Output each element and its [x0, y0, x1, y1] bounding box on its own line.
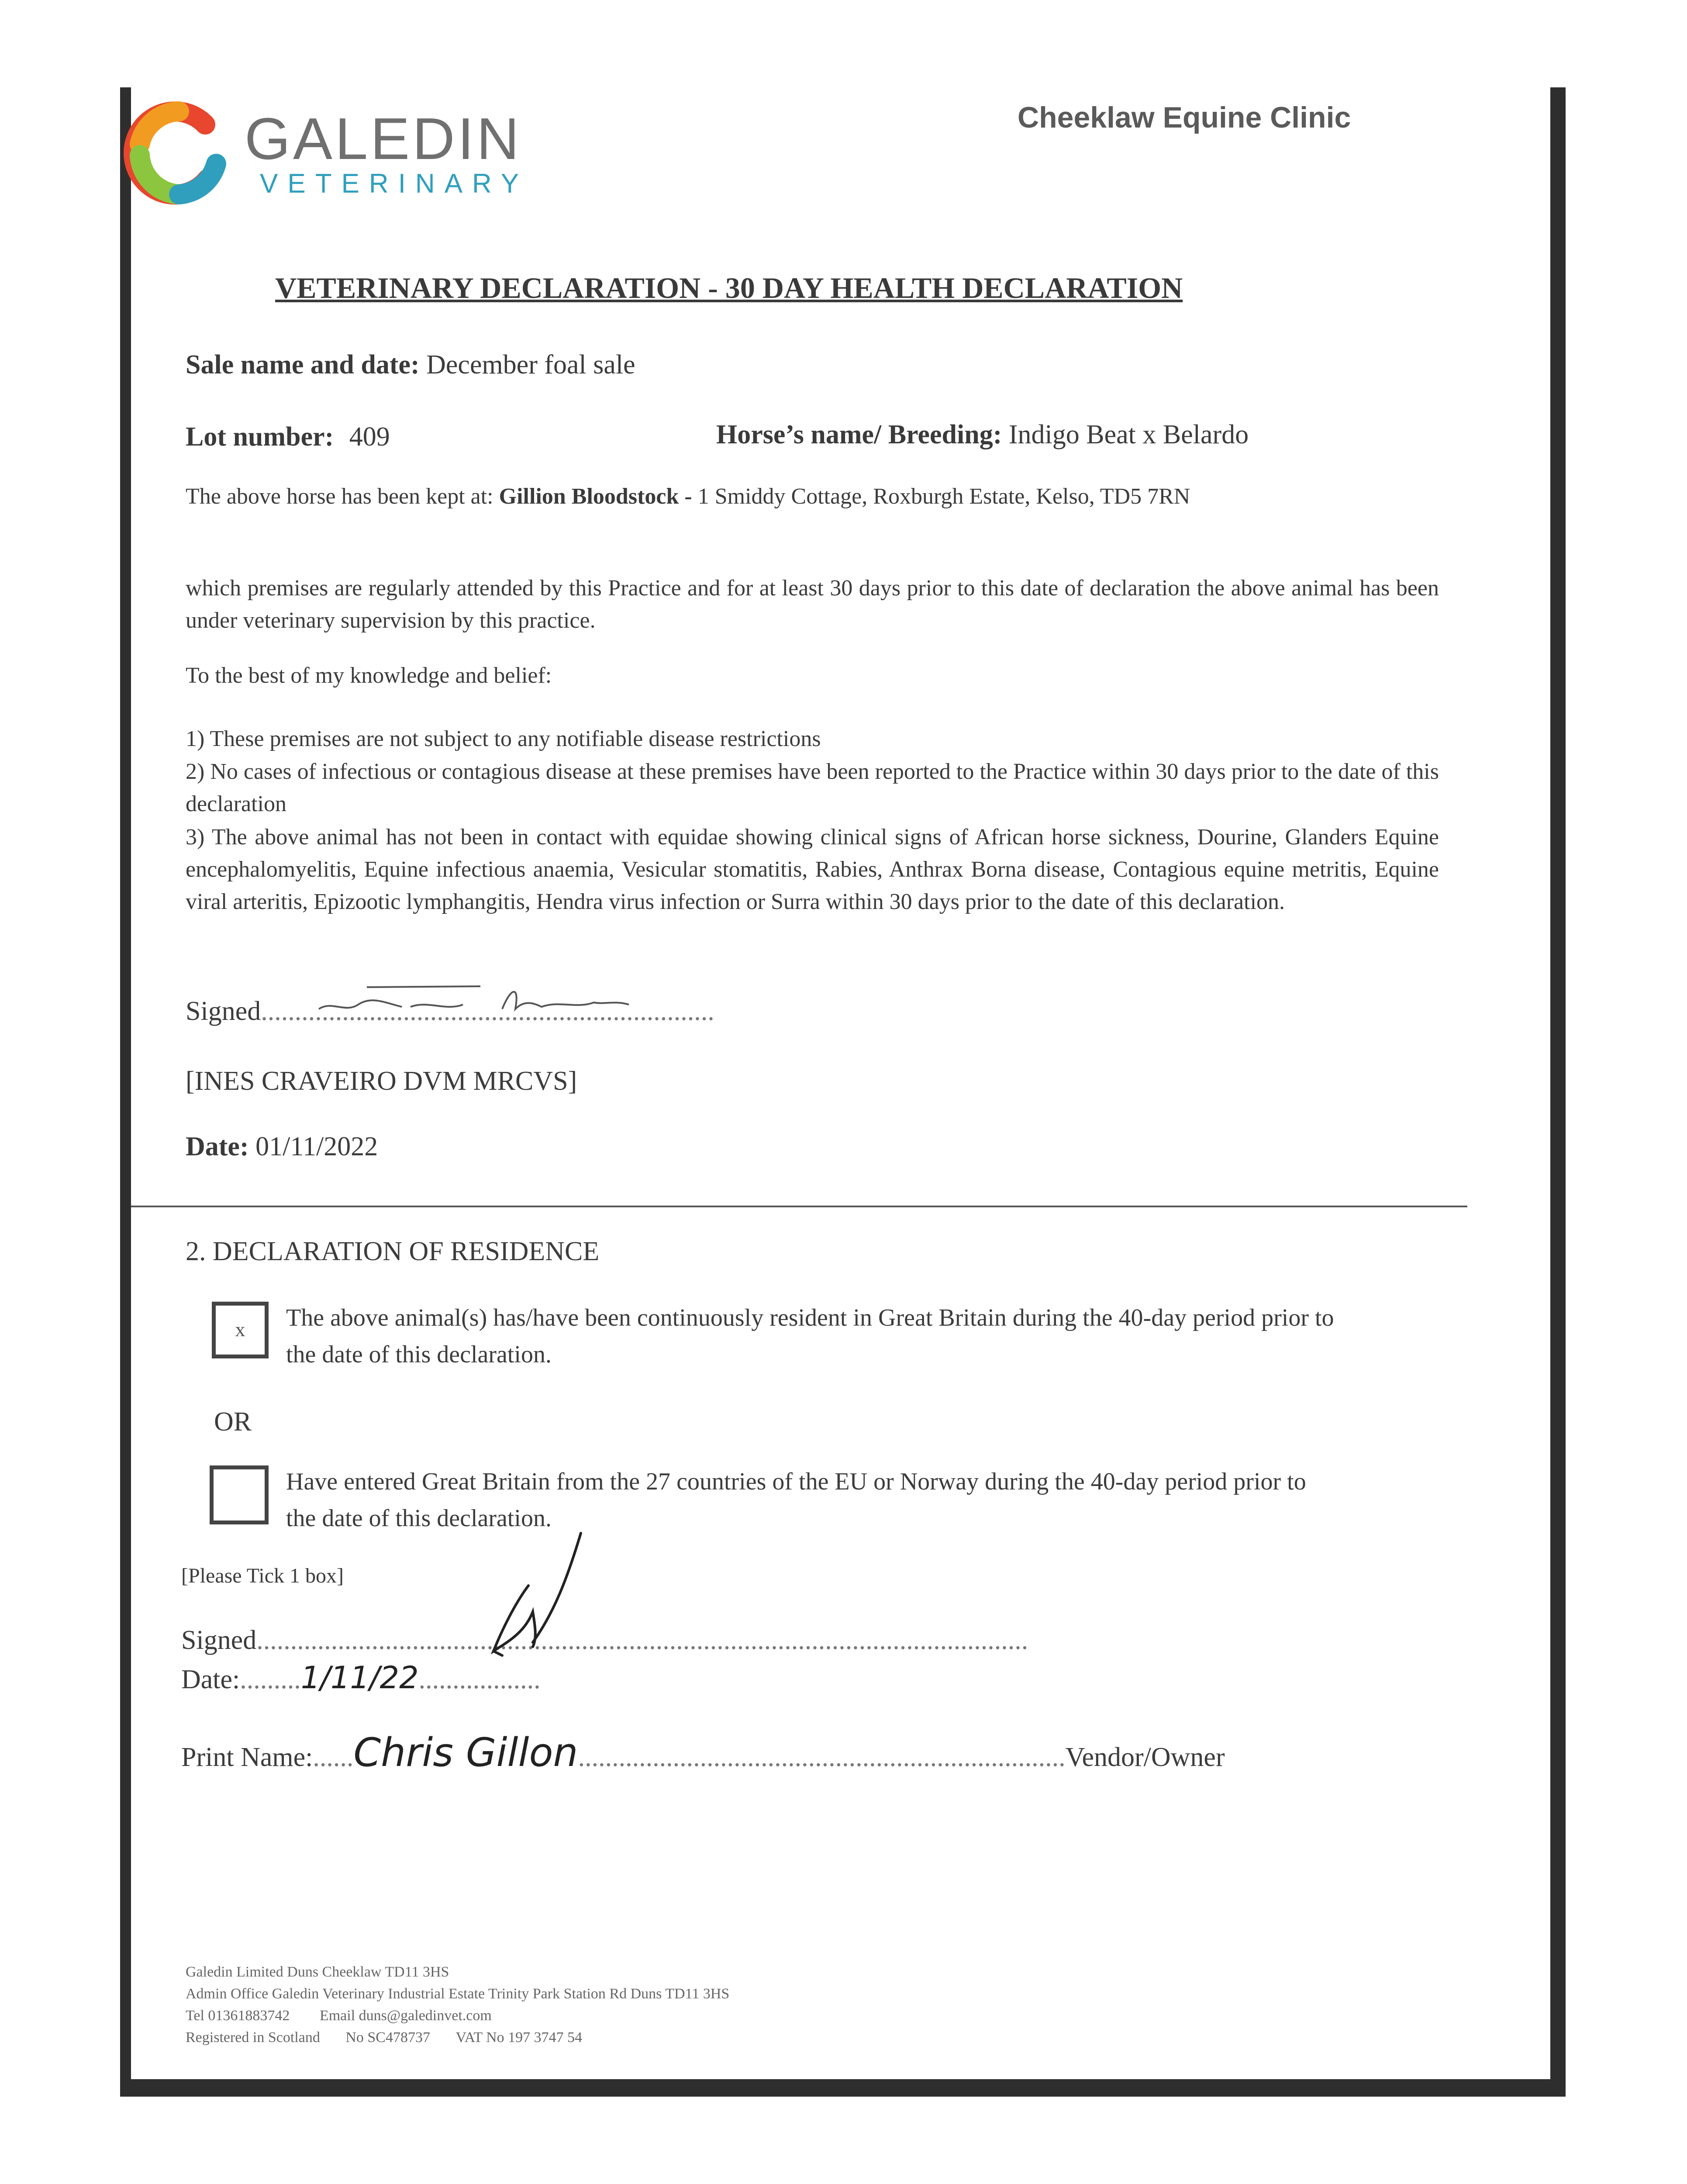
residence-option-1-checkbox[interactable]: x	[212, 1302, 269, 1358]
owner-print-row	[181, 1730, 1225, 1776]
owner-print-value: Chris Gillon	[353, 1730, 578, 1776]
footer-tel: Tel 01361883742	[186, 2008, 290, 2024]
condition-2: 2) No cases of infectious or contagious disease at these premises have been reported to the Practice within 30 days prior to the date of this declaration	[186, 759, 1439, 816]
owner-date-dots-right: ..................	[418, 1665, 541, 1694]
vet-signed-label: Signed	[186, 996, 261, 1026]
sale-row	[186, 349, 635, 380]
section-divider	[131, 1206, 1467, 1207]
owner-date-row	[181, 1660, 541, 1696]
galedin-logo-icon	[131, 103, 227, 203]
owner-date-value: 1/11/22	[300, 1660, 419, 1696]
owner-print-dots-left: ......	[313, 1742, 354, 1772]
horse-value: Indigo Beat x Belardo	[1008, 420, 1249, 449]
page-title: VETERINARY DECLARATION - 30 DAY HEALTH DECLARATION	[275, 271, 1183, 304]
vet-date-row	[186, 1131, 378, 1162]
residence-option-2-text: Have entered Great Britain from the 27 countries of the EU or Norway during the 40-day period prior to the date of this declaration.	[286, 1468, 1306, 1532]
kept-at-name: Gillion Bloodstock -	[499, 484, 692, 509]
residence-option-1-text: The above animal(s) has/have been continuously resident in Great Britain during the 40-day period prior to the date of this declaration.	[286, 1304, 1334, 1368]
kept-at-address: 1 Smiddy Cottage, Roxburgh Estate, Kelso, TD5 7RN	[697, 484, 1190, 509]
premises-text: which premises are regularly attended by this Practice and for at least 30 days prior to this date of declaration the above animal has been under veterinary supervision by this practice.	[186, 576, 1439, 633]
owner-date-dots-left: .........	[240, 1665, 301, 1694]
kept-at-prefix: The above horse has been kept at:	[186, 484, 493, 509]
footer	[186, 1961, 729, 2049]
owner-signature-image	[476, 1524, 590, 1669]
vet-signature-image	[314, 983, 673, 1022]
footer-line-1: Galedin Limited Duns Cheeklaw TD11 3HS	[186, 1964, 449, 1980]
owner-signed-label: Signed	[181, 1625, 257, 1655]
residence-heading: 2. DECLARATION OF RESIDENCE	[186, 1237, 600, 1266]
clinic-name: Cheeklaw Equine Clinic	[1018, 101, 1351, 134]
condition-1: 1) These premises are not subject to any notifiable disease restrictions	[186, 726, 821, 751]
vet-name: [INES CRAVEIRO DVM MRCVS]	[186, 1066, 577, 1096]
condition-3: 3) The above animal has not been in contact with equidae showing clinical signs of African horse sickness, Dourine, Glanders Equine encephalomyelitis, Equine infectious anaemia, Vesicular stomatitis, Rabies, Anthrax Borna disease, Contagious equine metritis, Equine viral arteritis, Epizootic lymphangitis, Hendra virus infection or Surra within 30 days prior to the date of this declaration.	[186, 825, 1439, 914]
lot-row	[186, 422, 390, 453]
owner-signed-row	[181, 1625, 1028, 1656]
vet-date-label: Date:	[186, 1132, 249, 1161]
lot-label: Lot number:	[186, 422, 334, 452]
footer-vat: VAT No 197 3747 54	[455, 2029, 583, 2046]
horse-row	[716, 419, 1249, 450]
footer-company-no: No SC478737	[345, 2029, 430, 2046]
footer-line-2: Admin Office Galedin Veterinary Industrial Estate Trinity Park Station Rd Duns TD11 3HS	[186, 1986, 730, 2002]
footer-line-3	[186, 2005, 729, 2027]
vet-signature-line: ...................................................................	[261, 996, 714, 1026]
vet-date-value: 01/11/2022	[255, 1132, 378, 1161]
or-text: OR	[214, 1407, 252, 1437]
owner-date-label: Date:	[181, 1665, 240, 1694]
sale-label: Sale name and date:	[186, 350, 420, 380]
owner-signature-line: ..................................................................................................................	[256, 1625, 1028, 1655]
owner-role: Vendor/Owner	[1065, 1742, 1225, 1772]
brand-subtitle: VETERINARY	[260, 169, 529, 199]
tick-note: [Please Tick 1 box]	[181, 1564, 344, 1587]
horse-label: Horse’s name/ Breeding:	[716, 420, 1002, 449]
kept-at-text	[186, 480, 1439, 513]
residence-option-2-checkbox[interactable]	[210, 1465, 269, 1524]
owner-print-label: Print Name:	[181, 1742, 313, 1772]
belief-text: To the best of my knowledge and belief:	[186, 663, 552, 688]
lot-value: 409	[349, 422, 390, 452]
owner-print-dots-right: ........................................................................	[578, 1742, 1066, 1772]
footer-email: Email duns@galedinvet.com	[319, 2008, 492, 2024]
footer-registered: Registered in Scotland	[186, 2029, 320, 2046]
sale-value: December foal sale	[426, 350, 635, 380]
footer-line-4	[186, 2027, 729, 2049]
document-page	[131, 87, 1550, 2079]
brand-name: GALEDIN	[245, 106, 522, 172]
